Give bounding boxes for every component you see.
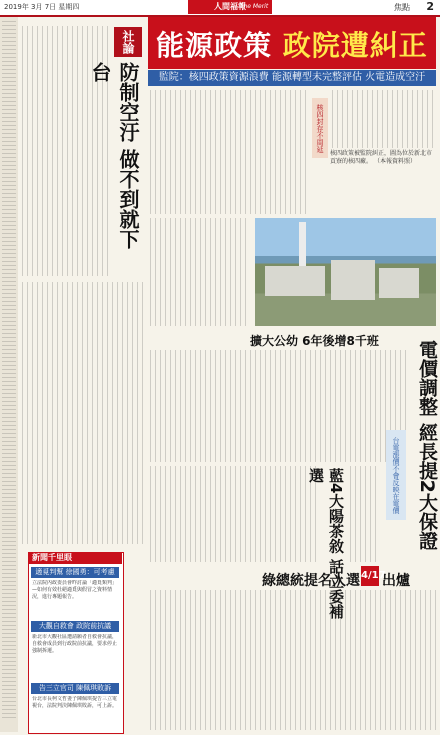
news-brief-title: 新聞千里眼	[28, 552, 122, 564]
newspaper-logo-english: The Merit	[239, 3, 269, 10]
section-name: 焦點	[394, 3, 410, 12]
lead-headline-part1: 能源政策	[156, 29, 273, 62]
brief-heading-2: 大觀自救會 政院前抗議	[31, 621, 119, 632]
lead-body-text-3	[150, 218, 250, 326]
story-body-dpp	[150, 590, 436, 730]
story-headline-dpp	[262, 570, 360, 590]
left-index-column	[0, 17, 18, 732]
lead-headline-part2: 政院遭糾正	[282, 29, 428, 62]
photo-caption	[330, 150, 434, 190]
index-text-block	[2, 21, 16, 721]
story-body-kindergarten	[150, 350, 410, 462]
story-body-blue	[150, 466, 320, 562]
newspaper-logo[interactable]: 人間福報	[188, 0, 272, 14]
story-headline-electricity: 電價調整 經長提2大保證	[416, 340, 438, 550]
brief-body-3: 台北市長柯文哲妻子陳佩琪提告三立電視台，法院判決陳佩琪敗訴，可上訴。	[32, 696, 118, 709]
news-brief-box	[28, 552, 124, 734]
nuclear-plant-photo[interactable]	[255, 218, 436, 326]
brief-body-1: 立法院內政委員會昨討論「適覓類判」—如何有效杜絕適覓與假冒之資料情況，進行專題報告。	[32, 580, 118, 600]
story-body-blue-2	[350, 466, 380, 562]
brief-heading-3: 告三立官司 陳佩琪敗訴	[31, 683, 119, 694]
masthead-bar	[0, 0, 440, 17]
lead-body-text	[150, 90, 308, 214]
lead-subhead: 監院：核四政策資源浪費 能源轉型未完整評估 火電造成空汙	[148, 70, 436, 86]
story-headline-dpp-part1: 綠總統提名人選	[262, 573, 360, 589]
photo-caption-text: 核四政策被監院糾正，圖為位於新北市貢寮的核四廠。	[330, 150, 433, 165]
story-headline-kindergarten: 擴大公幼 6年後增8千班	[250, 334, 379, 348]
editorial-tag: 社論	[114, 27, 142, 57]
story-headline-blue-party: 藍4大陽茶敘 話立委補選	[307, 468, 345, 619]
brief-heading-1: 適覓判幫 徐國勇：可考慮	[31, 567, 119, 578]
editorial-title: 防制空汙 做不到就下台	[88, 62, 140, 249]
building-shape	[265, 266, 325, 296]
brief-body-2: 新北市大觀社區遭請願者自救會抗議，自救會成員到行政院前抗議，要求停止強制拆遷。	[32, 634, 118, 654]
electricity-side-badge: 台電漲價不會反映在電價	[386, 430, 406, 520]
building-shape	[331, 260, 375, 300]
lead-body-text-2	[332, 90, 436, 148]
building-shape	[379, 268, 419, 298]
page-number: 2	[426, 0, 434, 13]
issue-date: 2019年 3月 7日 星期四	[4, 3, 80, 11]
lead-headline	[156, 24, 428, 64]
story-headline-dpp-part2: 出爐	[382, 573, 410, 589]
lead-side-badge: 核四封存不周延	[312, 98, 328, 158]
photo-credit: （本報資料照）	[373, 158, 416, 165]
date-badge-17: 4/17	[361, 566, 379, 586]
editorial-body-text-2	[22, 282, 144, 544]
